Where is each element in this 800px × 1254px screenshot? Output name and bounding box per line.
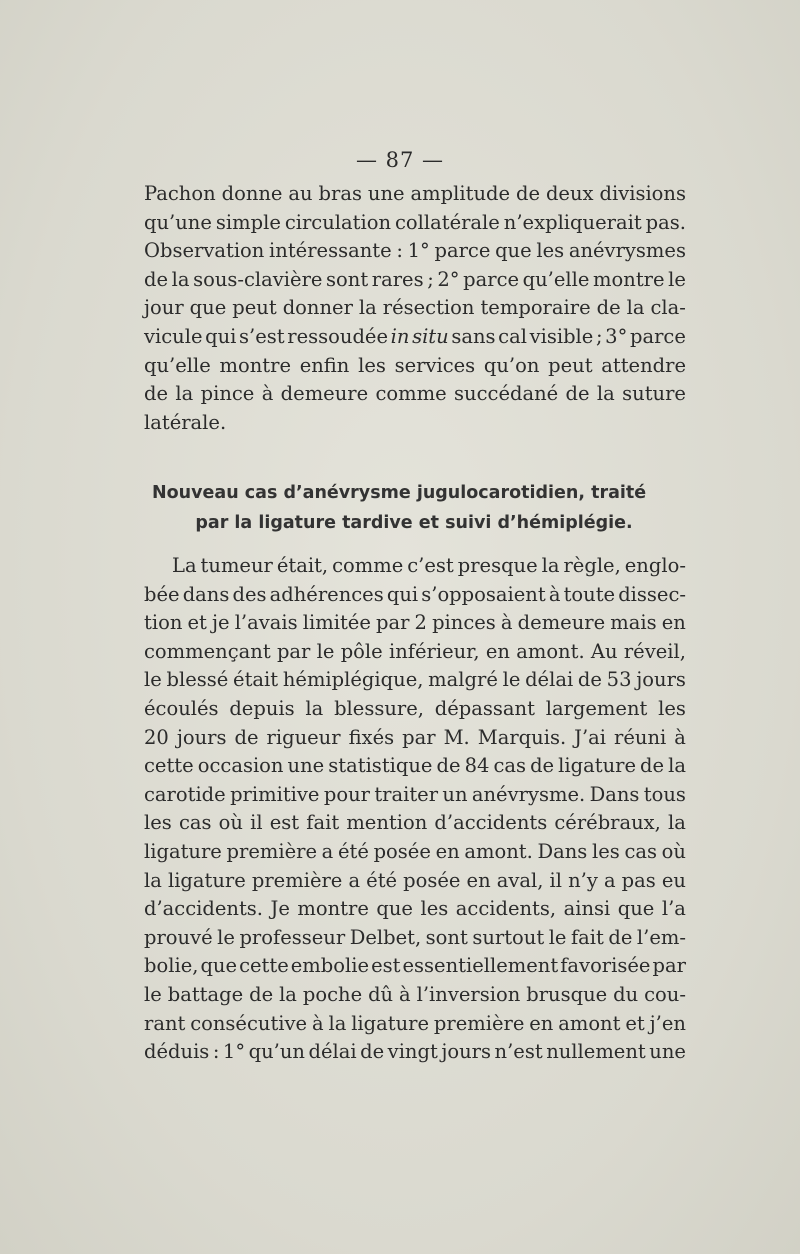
paragraph-case-description: [144, 552, 686, 1067]
text-line: qu’une simple circulation collatérale n’expliquerait pas.: [144, 210, 686, 234]
text-line: prouvé le professeur Delbet, sont surtout le fait de l’em-: [144, 925, 686, 949]
section-heading: [152, 478, 688, 538]
text-line: le battage de la poche dû à l’inversion brusque du cou-: [144, 982, 686, 1006]
text-line: cette occasion une statistique de 84 cas de ligature de la: [144, 754, 686, 778]
text-line: bolie, que cette embolie est essentiellement favorisée par: [144, 954, 686, 978]
text-line: Pachon donne au bras une amplitude de deux divisions: [144, 182, 686, 205]
paragraph-aneurysm-observation: [144, 180, 686, 437]
text-line: de la sous-clavière sont rares ; 2° parce qu’elle montre le: [144, 267, 686, 291]
text-line: écoulés depuis la blessure, dépassant largement les: [144, 696, 686, 720]
section-heading-line-1: Nouveau cas d’anévrysme jugulocarotidien, traité: [152, 483, 647, 503]
text-line: la ligature première a été posée en aval, il n’y a pas eu: [144, 868, 686, 892]
text-line: le blessé était hémiplégique, malgré le délai de 53 jours: [144, 668, 686, 692]
text-line: latérale.: [144, 410, 227, 434]
text-line: ligature première a été posée en amont. Dans les cas où: [144, 839, 686, 863]
section-heading-line-2: par la ligature tardive et suivi d’hémiplégie.: [195, 513, 633, 533]
text-line: 20 jours de rigueur fixés par M. Marquis. J’ai réuni à: [144, 725, 686, 749]
text-line: La tumeur était, comme c’est presque la règle, englo-: [172, 554, 686, 577]
text-line: les cas où il est fait mention d’accidents cérébraux, la: [144, 811, 686, 835]
text-line: d’accidents. Je montre que les accidents, ainsi que l’a: [144, 897, 686, 921]
text-line: de la pince à demeure comme succédané de la suture: [144, 382, 686, 406]
text-line: qu’elle montre enfin les services qu’on peut attendre: [144, 353, 686, 377]
text-line: Observation intéressante : 1° parce que les anévrysmes: [144, 239, 686, 263]
text-line: déduis : 1° qu’un délai de vingt jours n’est nullement une: [144, 1040, 686, 1064]
text-line: carotide primitive pour traiter un anévrysme. Dans tous: [144, 782, 686, 806]
text-line: tion et je l’avais limitée par 2 pinces à demeure mais en: [144, 611, 686, 635]
text-line: commençant par le pôle inférieur, en amont. Au réveil,: [144, 639, 686, 663]
text-line: rant consécutive à la ligature première en amont et j’en: [144, 1011, 686, 1035]
text-line: jour que peut donner la résection temporaire de la cla-: [144, 296, 686, 320]
page-number: — 87 —: [355, 148, 445, 172]
text-line: vicule qui s’est ressoudée in situ sans cal visible ; 3° parce: [144, 324, 686, 348]
text-line: bée dans des adhérences qui s’opposaient à toute dissec-: [144, 582, 686, 606]
